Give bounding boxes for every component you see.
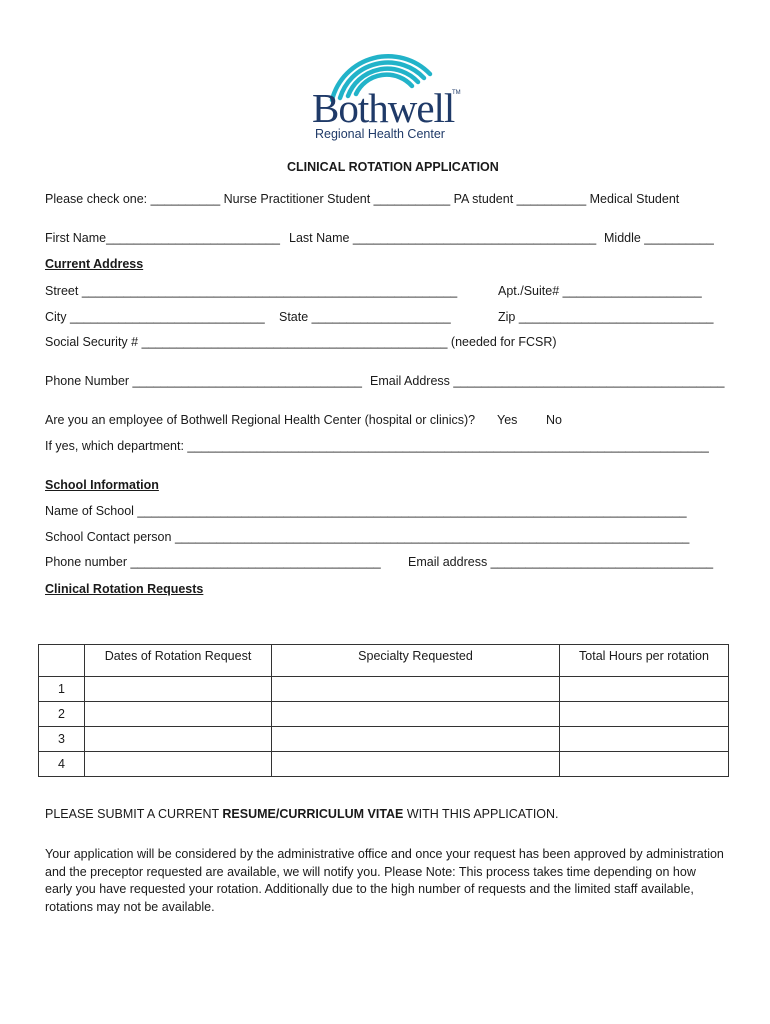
employee-yes-option[interactable]: Yes: [497, 413, 518, 427]
school-phone-field[interactable]: Phone number ____________________________________: [45, 555, 381, 569]
rotation-requests-heading: Clinical Rotation Requests: [45, 582, 204, 596]
table-row: [39, 752, 729, 777]
school-name-field[interactable]: Name of School _______________________________________________________________________________: [45, 504, 687, 518]
specialty-cell[interactable]: [272, 677, 560, 702]
column-header-specialty: Specialty Requested: [272, 645, 560, 677]
form-title: CLINICAL ROTATION APPLICATION: [287, 160, 499, 174]
first-name-field[interactable]: First Name_________________________: [45, 231, 280, 245]
submit-notice-pre: PLEASE SUBMIT A CURRENT: [45, 807, 223, 821]
apt-suite-field[interactable]: Apt./Suite# ____________________: [498, 284, 702, 298]
table-row: [39, 727, 729, 752]
hours-cell[interactable]: [560, 752, 729, 777]
dates-cell[interactable]: [85, 677, 272, 702]
column-header-number: [39, 645, 85, 677]
street-field[interactable]: Street ______________________________________________________: [45, 284, 458, 298]
current-address-heading: Current Address: [45, 257, 144, 271]
department-field[interactable]: If yes, which department: ___________________________________________________________________________: [45, 439, 709, 453]
row-number: 1: [39, 677, 85, 702]
employee-question: Are you an employee of Bothwell Regional Health Center (hospital or clinics)?: [45, 413, 476, 427]
school-contact-field[interactable]: School Contact person __________________________________________________________________________: [45, 530, 690, 544]
dates-cell[interactable]: [85, 702, 272, 727]
logo-wordmark: Bothwell: [312, 85, 455, 131]
dates-cell[interactable]: [85, 727, 272, 752]
employee-no-option[interactable]: No: [546, 413, 562, 427]
email-address-field[interactable]: Email Address _______________________________________: [370, 374, 725, 388]
hours-cell[interactable]: [560, 727, 729, 752]
school-email-field[interactable]: Email address ________________________________: [408, 555, 714, 569]
zip-field[interactable]: Zip ____________________________: [498, 310, 714, 324]
hours-cell[interactable]: [560, 677, 729, 702]
row-number: 4: [39, 752, 85, 777]
logo-trademark: TM: [452, 90, 461, 96]
table-header-row: [39, 645, 729, 677]
phone-number-field[interactable]: Phone Number _________________________________: [45, 374, 362, 388]
ssn-field[interactable]: Social Security # ____________________________________________ (needed for FCSR): [45, 335, 557, 349]
specialty-cell[interactable]: [272, 752, 560, 777]
city-field[interactable]: City ____________________________: [45, 310, 265, 324]
table-row: [39, 677, 729, 702]
submit-notice-bold: RESUME/CURRICULUM VITAE: [222, 807, 404, 821]
row-number: 3: [39, 727, 85, 752]
submit-notice-post: WITH THIS APPLICATION.: [403, 807, 559, 821]
student-type-line[interactable]: Please check one: __________ Nurse Practitioner Student ___________ PA student __________ Medical Student: [45, 192, 680, 206]
column-header-dates: Dates of Rotation Request: [85, 645, 272, 677]
rotation-requests-table: [38, 644, 729, 777]
school-info-heading: School Information: [45, 478, 159, 492]
submit-notice: [45, 807, 559, 821]
state-field[interactable]: State ____________________: [279, 310, 451, 324]
hours-cell[interactable]: [560, 702, 729, 727]
logo-subtitle: Regional Health Center: [315, 127, 445, 141]
specialty-cell[interactable]: [272, 702, 560, 727]
closing-paragraph: Your application will be considered by the administrative office and once your request has been approved by administration and the preceptor requested are available, we will notify you. Please Note: This process takes time depending on how early you have requested your rotation. Additionally due to the high number of requests and the limited staff available, rotations may not be available.: [45, 847, 724, 914]
dates-cell[interactable]: [85, 752, 272, 777]
column-header-hours: Total Hours per rotation: [560, 645, 729, 677]
middle-name-field[interactable]: Middle __________: [604, 231, 714, 245]
table-row: [39, 702, 729, 727]
row-number: 2: [39, 702, 85, 727]
last-name-field[interactable]: Last Name ___________________________________: [289, 231, 597, 245]
specialty-cell[interactable]: [272, 727, 560, 752]
